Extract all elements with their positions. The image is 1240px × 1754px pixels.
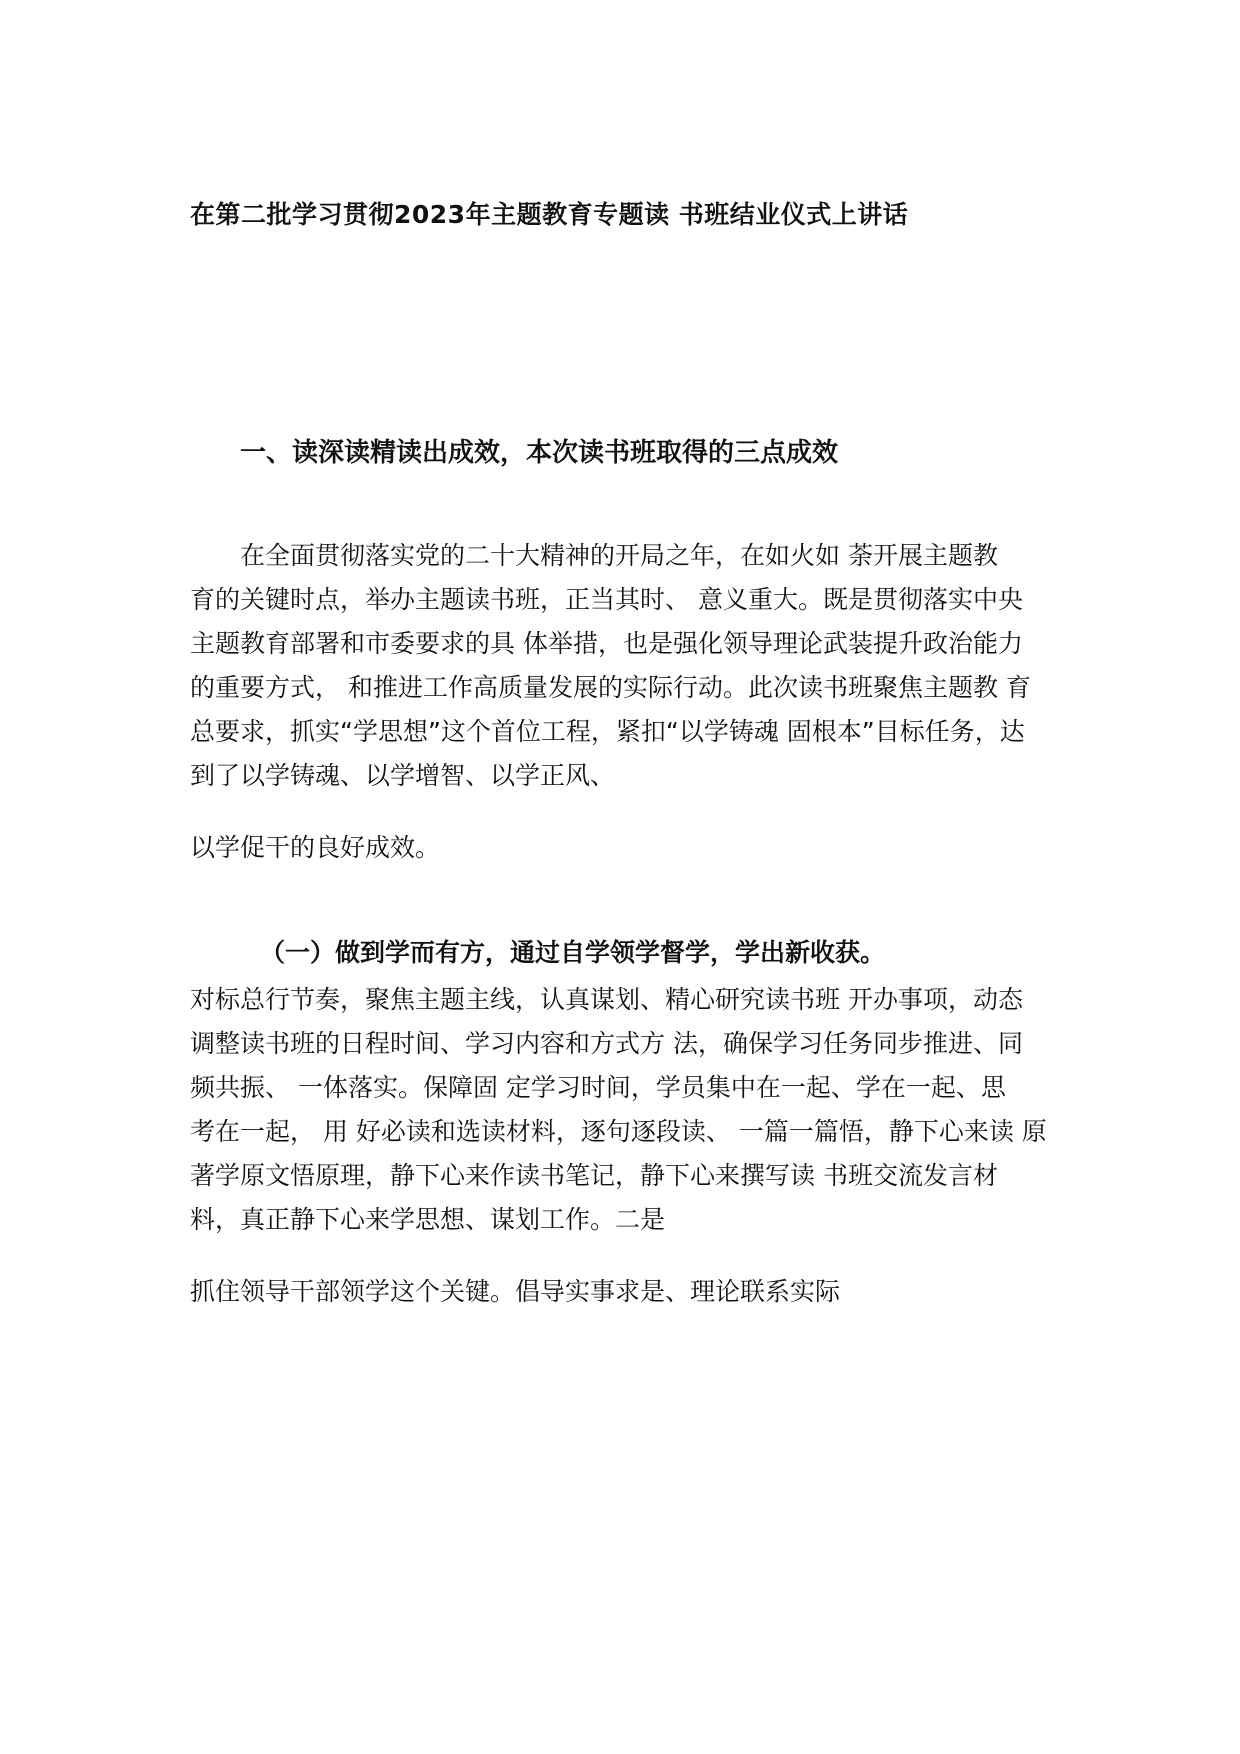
paragraph-2-line: 料，真正静下心来学思想、谋划工作。二是 (190, 1205, 666, 1234)
paragraph-1-line: 总要求，抓实“学思想”这个首位工程，紧扣“以学铸魂 固根本”目标任务，达 (190, 717, 1025, 746)
paragraph-2 (190, 978, 1047, 1242)
paragraph-1-line: 在全面贯彻落实党的二十大精神的开局之年，在如火如 荼开展主题教 (240, 541, 998, 570)
paragraph-2-tail: 抓住领导干部领学这个关键。倡导实事求是、理论联系实际 (190, 1277, 841, 1306)
paragraph-1-line: 育的关键时点，举办主题读书班，正当其时、 意义重大。既是贯彻落实中央 (190, 585, 1023, 614)
section-heading-1: 一、读深读精读出成效，本次读书班取得的三点成效 (240, 438, 839, 468)
paragraph-1-line: 主题教育部署和市委要求的具 体举措，也是强化领导理论武装提升政治能力 (190, 629, 1023, 658)
paragraph-2-line: 调整读书班的日程时间、学习内容和方式方 法，确保学习任务同步推进、同 (190, 1029, 1023, 1058)
paragraph-2-line: 著学原文悟原理，静下心来作读书笔记，静下心来撰写读 书班交流发言材 (190, 1161, 998, 1190)
subsection-heading-1: （一）做到学而有方，通过自学领学督学，学出新收获。 (260, 938, 886, 967)
paragraph-1-tail: 以学促干的良好成效。 (190, 833, 441, 862)
paragraph-1 (190, 534, 1031, 798)
paragraph-1-line: 到了以学铸魂、以学增智、以学正风、 (190, 761, 616, 790)
document-title: 在第二批学习贯彻2023年主题教育专题读 书班结业仪式上讲话 (190, 200, 909, 229)
paragraph-2-line: 考在一起， 用 好必读和选读材料，逐句逐段读、 一篇一篇悟，静下心来读 原 (190, 1117, 1047, 1146)
paragraph-2-line: 对标总行节奏，聚焦主题主线，认真谋划、精心研究读书班 开办事项，动态 (190, 985, 1023, 1014)
paragraph-2-line: 频共振、 一体落实。保障固 定学习时间，学员集中在一起、学在一起、思 (190, 1073, 1006, 1102)
paragraph-1-line: 的重要方式， 和推进工作高质量发展的实际行动。此次读书班聚焦主题教 育 (190, 673, 1031, 702)
